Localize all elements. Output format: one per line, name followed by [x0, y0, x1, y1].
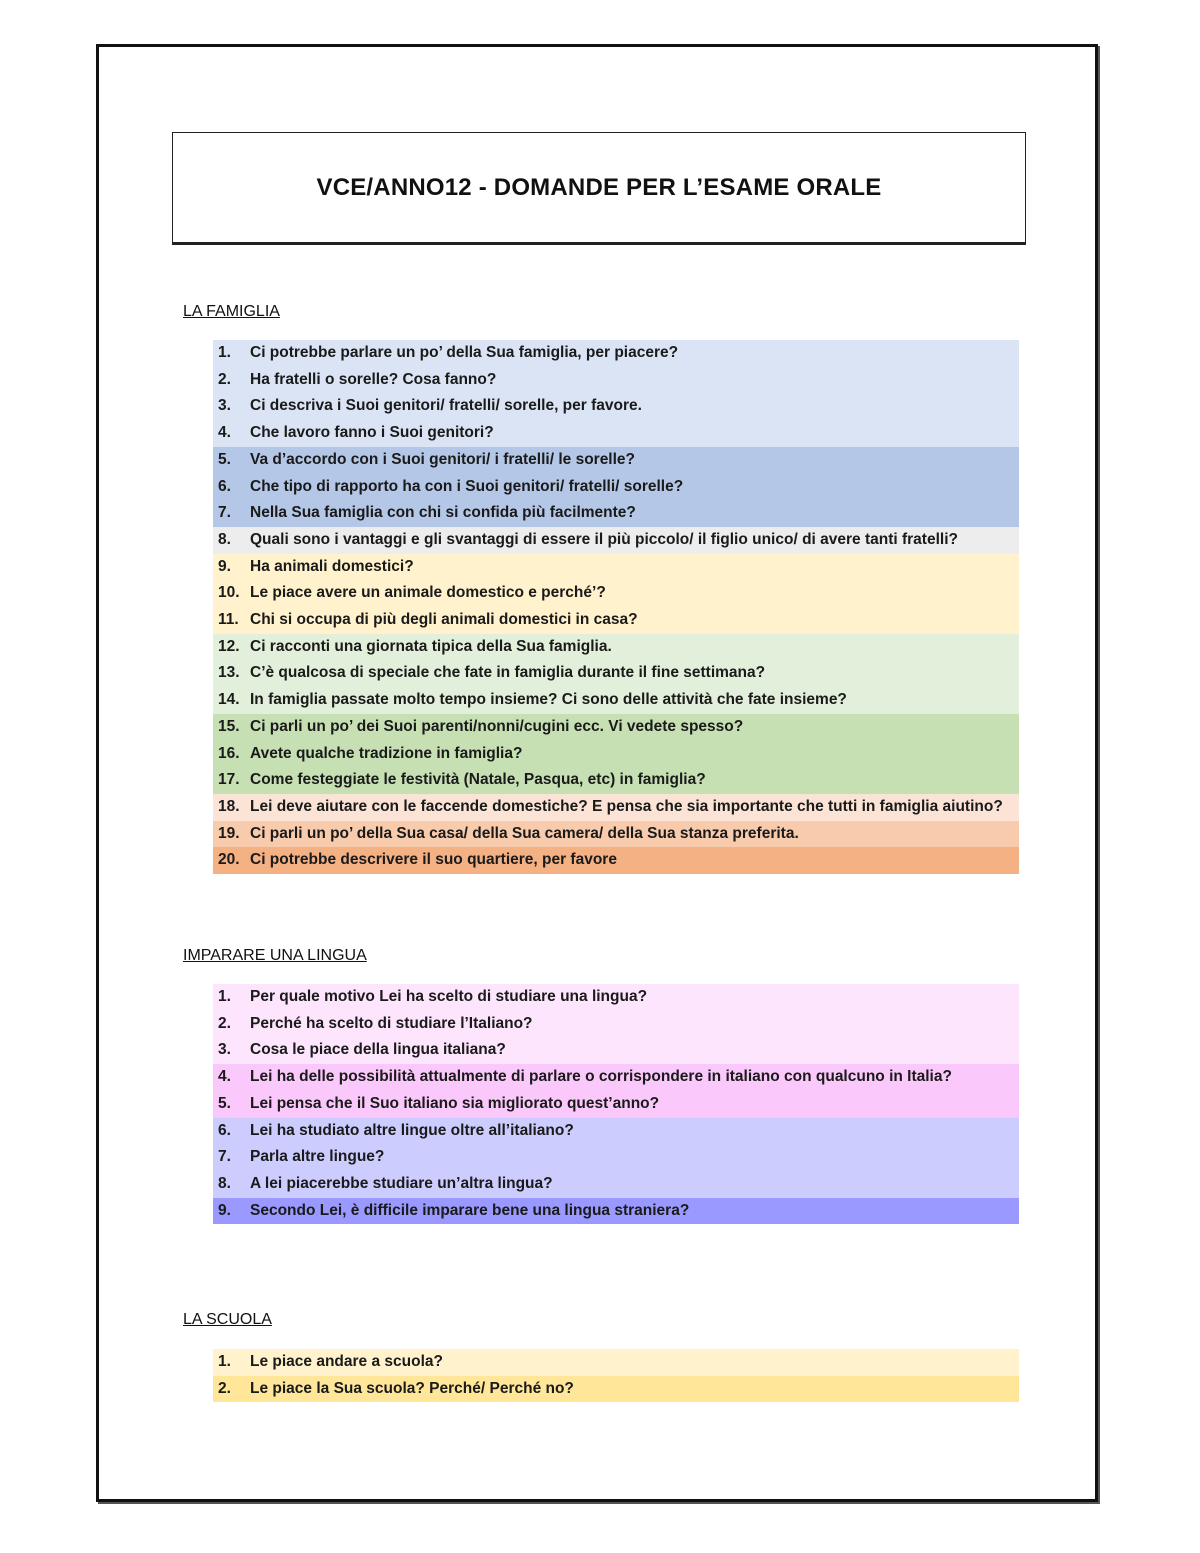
question-number: 7.: [218, 504, 231, 522]
question-number: 5.: [218, 1094, 231, 1112]
question-text: Perché ha scelto di studiare l’Italiano?: [250, 1014, 533, 1032]
question-number: 5.: [218, 450, 231, 468]
question-text: Chi si occupa di più degli animali domestici in casa?: [250, 611, 638, 629]
question-item: [213, 634, 1019, 661]
question-text: Ci parli un po’ dei Suoi parenti/nonni/cugini ecc. Vi vedete spesso?: [250, 717, 744, 735]
question-number: 15.: [218, 717, 240, 735]
question-text: A lei piacerebbe studiare un’altra lingua?: [250, 1174, 553, 1192]
question-item: [213, 687, 1019, 714]
question-number: 1.: [218, 344, 231, 361]
question-list-scuola: [213, 1349, 1019, 1402]
question-item: [213, 1064, 1019, 1091]
question-item: [213, 554, 1019, 581]
question-text: Ci parli un po’ della Sua casa/ della Sua camera/ della Sua stanza preferita.: [250, 824, 799, 842]
question-number: 9.: [218, 1201, 231, 1219]
question-text: Lei ha studiato altre lingue oltre all’italiano?: [250, 1121, 574, 1139]
question-text: Avete qualche tradizione in famiglia?: [250, 744, 523, 762]
question-number: 8.: [218, 530, 231, 548]
question-number: 20.: [218, 851, 240, 869]
question-item: [213, 984, 1019, 1011]
question-number: 16.: [218, 744, 240, 762]
title-box: [172, 132, 1026, 245]
question-number: 6.: [218, 477, 231, 495]
question-item: [213, 527, 1019, 554]
question-item: [213, 794, 1019, 821]
question-number: 4.: [218, 1068, 231, 1086]
question-item: [213, 767, 1019, 794]
question-text: Secondo Lei, è difficile imparare bene una lingua straniera?: [250, 1201, 690, 1219]
question-item: [213, 1037, 1019, 1064]
question-text: Per quale motivo Lei ha scelto di studiare una lingua?: [250, 988, 648, 1005]
question-item: [213, 1011, 1019, 1038]
question-text: Come festeggiate le festività (Natale, Pasqua, etc) in famiglia?: [250, 771, 706, 789]
question-item: [213, 714, 1019, 741]
question-text: In famiglia passate molto tempo insieme? Ci sono delle attività che fate insieme?: [250, 691, 847, 709]
question-item: [213, 1171, 1019, 1198]
question-item: [213, 340, 1019, 367]
question-text: Ci descriva i Suoi genitori/ fratelli/ sorelle, per favore.: [250, 397, 642, 415]
question-text: C’è qualcosa di speciale che fate in famiglia durante il fine settimana?: [250, 664, 766, 682]
question-item: [213, 607, 1019, 634]
question-text: Nella Sua famiglia con chi si confida più facilmente?: [250, 504, 636, 522]
question-number: 1.: [218, 1353, 231, 1370]
question-number: 3.: [218, 397, 231, 415]
question-number: 7.: [218, 1148, 231, 1166]
question-number: 1.: [218, 988, 231, 1005]
question-text: Parla altre lingue?: [250, 1148, 385, 1166]
question-number: 12.: [218, 637, 240, 655]
question-item: [213, 1376, 1019, 1403]
question-text: Ci potrebbe parlare un po’ della Sua famiglia, per piacere?: [250, 344, 679, 361]
question-item: [213, 847, 1019, 874]
question-text: Che lavoro fanno i Suoi genitori?: [250, 424, 494, 442]
question-text: Le piace la Sua scuola? Perché/ Perché no?: [250, 1379, 574, 1397]
question-number: 2.: [218, 1014, 231, 1032]
question-text: Ci potrebbe descrivere il suo quartiere, per favore: [250, 851, 617, 869]
question-text: Ci racconti una giornata tipica della Sua famiglia.: [250, 637, 612, 655]
question-number: 13.: [218, 664, 240, 682]
question-text: Le piace andare a scuola?: [250, 1353, 443, 1370]
question-text: Va d’accordo con i Suoi genitori/ i fratelli/ le sorelle?: [250, 450, 636, 468]
question-item: [213, 660, 1019, 687]
question-text: Le piace avere un animale domestico e perché’?: [250, 584, 606, 602]
question-text: Cosa le piace della lingua italiana?: [250, 1041, 506, 1059]
question-text: Lei deve aiutare con le faccende domestiche? E pensa che sia importante che tutti in famiglia aiutino?: [250, 797, 1003, 815]
question-item: [213, 420, 1019, 447]
question-number: 2.: [218, 370, 231, 388]
question-text: Lei ha delle possibilità attualmente di parlare o corrispondere in italiano con qualcuno in Italia?: [250, 1068, 952, 1086]
question-item: [213, 1198, 1019, 1225]
question-text: Ha fratelli o sorelle? Cosa fanno?: [250, 370, 497, 388]
question-item: [213, 580, 1019, 607]
question-number: 19.: [218, 824, 240, 842]
question-text: Quali sono i vantaggi e gli svantaggi di essere il più piccolo/ il figlio unico/ di avere tanti fratelli?: [250, 530, 958, 548]
question-item: [213, 474, 1019, 501]
question-number: 17.: [218, 771, 240, 789]
question-text: Lei pensa che il Suo italiano sia migliorato quest’anno?: [250, 1094, 660, 1112]
question-item: [213, 367, 1019, 394]
section-heading-scuola: LA SCUOLA: [183, 1311, 272, 1328]
question-number: 6.: [218, 1121, 231, 1139]
question-text: Ha animali domestici?: [250, 557, 414, 575]
question-item: [213, 393, 1019, 420]
question-text: Che tipo di rapporto ha con i Suoi genitori/ fratelli/ sorelle?: [250, 477, 684, 495]
section-heading-famiglia: LA FAMIGLIA: [183, 303, 280, 320]
section-heading-lingua: IMPARARE UNA LINGUA: [183, 947, 367, 964]
question-number: 18.: [218, 797, 240, 815]
question-number: 14.: [218, 691, 240, 709]
document-title: VCE/ANNO12 - DOMANDE PER L’ESAME ORALE: [316, 173, 882, 201]
question-item: [213, 1091, 1019, 1118]
question-number: 9.: [218, 557, 231, 575]
question-item: [213, 1349, 1019, 1376]
question-item: [213, 1118, 1019, 1145]
question-item: [213, 741, 1019, 768]
question-number: 4.: [218, 424, 231, 442]
question-item: [213, 821, 1019, 848]
question-number: 3.: [218, 1041, 231, 1059]
question-item: [213, 500, 1019, 527]
question-item: [213, 1144, 1019, 1171]
question-list-famiglia: [213, 340, 1019, 874]
question-number: 8.: [218, 1174, 231, 1192]
question-item: [213, 447, 1019, 474]
question-number: 11.: [218, 611, 239, 629]
question-number: 10.: [218, 584, 240, 602]
question-number: 2.: [218, 1379, 231, 1397]
question-list-lingua: [213, 984, 1019, 1224]
